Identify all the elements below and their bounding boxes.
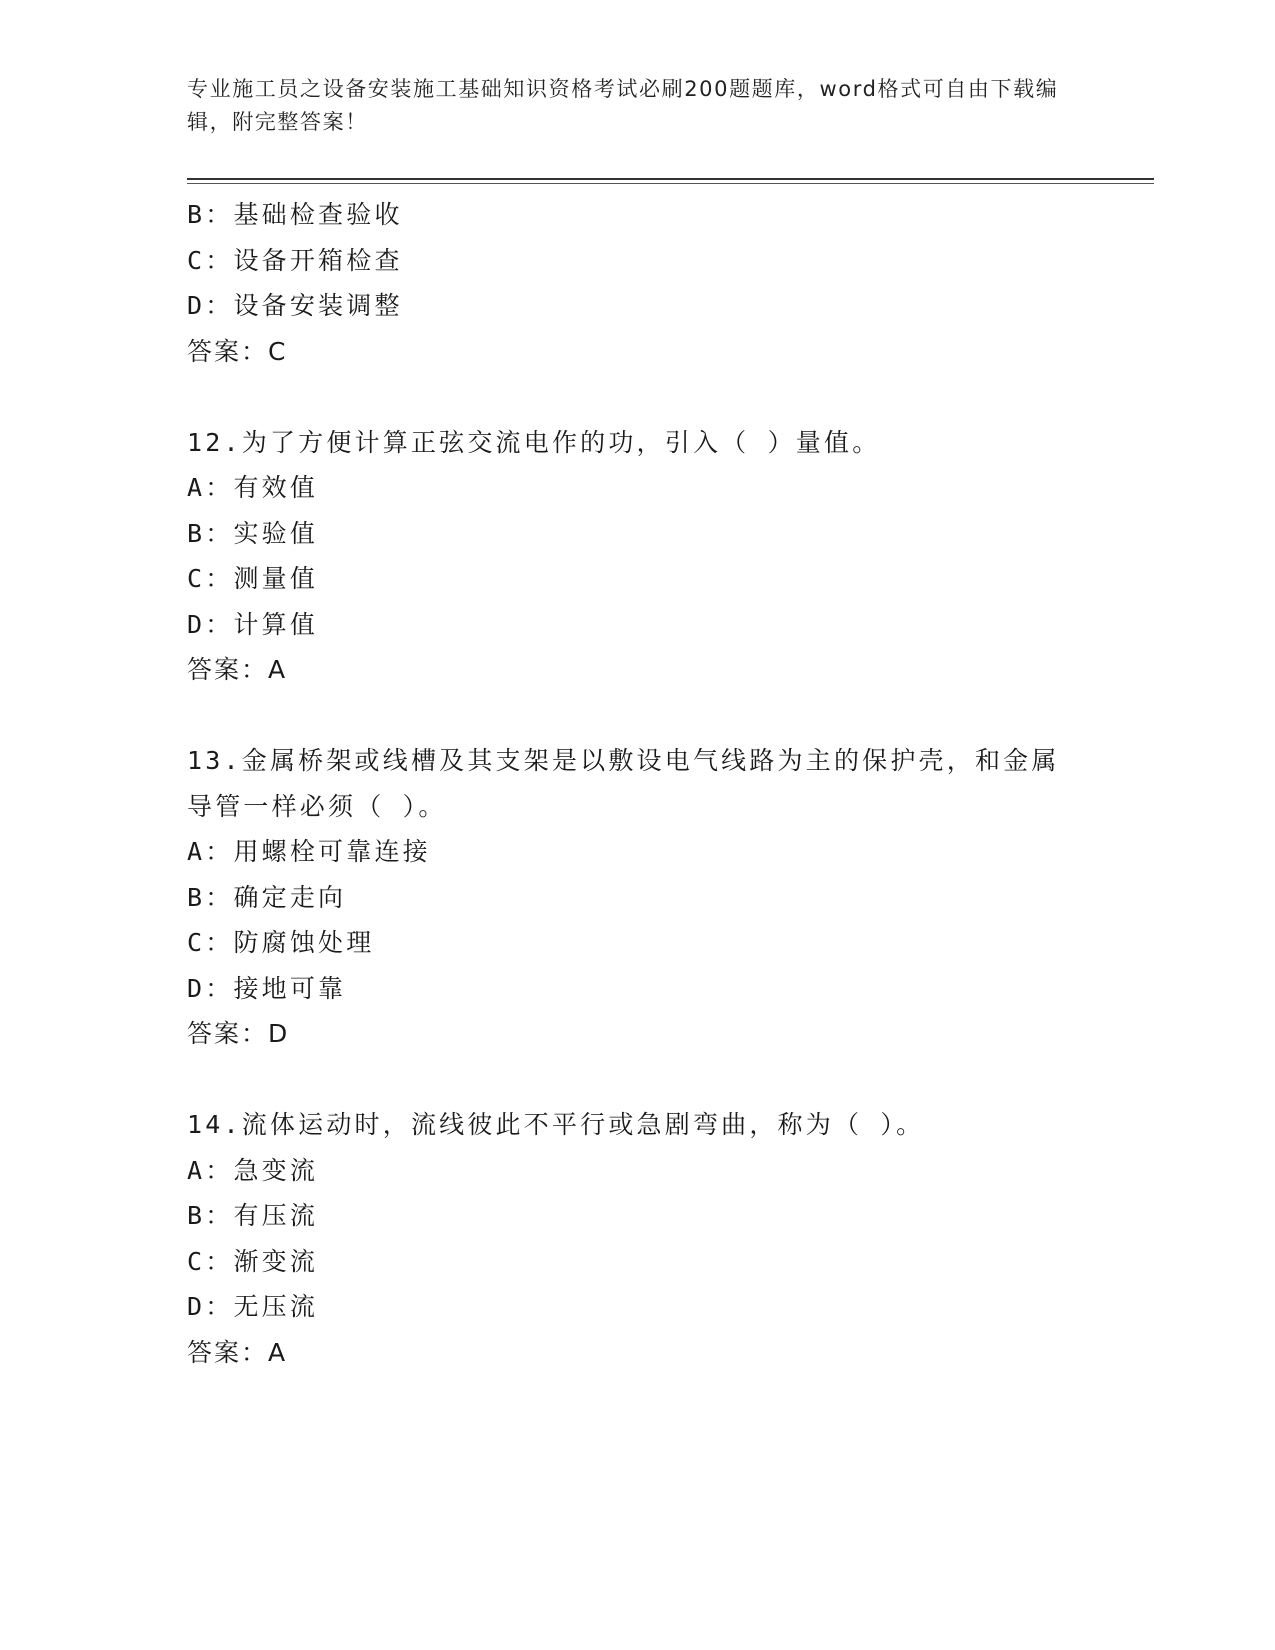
option-text: 急变流 (233, 1155, 319, 1185)
option-key: C： (187, 928, 234, 957)
question-stem: 13.金属桥架或线槽及其支架是以敷设电气线路为主的保护壳，和金属 (187, 746, 1060, 775)
option-text: 测量值 (233, 564, 319, 593)
option-b (187, 192, 1087, 238)
option-text: 防腐蚀处理 (233, 928, 375, 957)
question-continuation (187, 192, 1087, 374)
option-key: D： (187, 973, 234, 1003)
question-stem-continued: 导管一样必须（ ）。 (187, 791, 447, 821)
option-key: D： (187, 291, 234, 320)
answer-line: 答案：D (187, 1019, 290, 1048)
document-header: 专业施工员之设备安装施工基础知识资格考试必刷200题题库，word格式可自由下载编辑，附完整答案！ (187, 77, 1059, 134)
option-key: A： (187, 837, 234, 866)
option-text: 实验值 (233, 518, 319, 548)
option-text: 无压流 (233, 1292, 319, 1321)
option-c (187, 556, 1087, 602)
header-divider-thin (187, 183, 1154, 184)
answer-line: 答案：C (187, 336, 288, 366)
option-c (187, 920, 1087, 966)
option-d (187, 966, 1087, 1012)
option-key: D： (187, 1292, 234, 1321)
option-d (187, 602, 1087, 648)
spacer (187, 374, 1087, 420)
option-text: 有压流 (233, 1201, 319, 1230)
option-text: 接地可靠 (233, 973, 347, 1003)
option-key: C： (187, 1246, 234, 1276)
option-text: 确定走向 (233, 882, 347, 912)
option-key: B： (187, 200, 234, 229)
option-text: 用螺栓可靠连接 (233, 837, 431, 866)
option-key: C： (187, 564, 234, 593)
option-a (187, 829, 1087, 875)
header-divider-thick (187, 178, 1154, 180)
answer-line: 答案：A (187, 655, 288, 684)
question-13 (187, 738, 1087, 1057)
option-text: 设备开箱检查 (233, 245, 403, 275)
question-stem: 14.流体运动时，流线彼此不平行或急剧弯曲，称为（ ）。 (187, 1110, 925, 1139)
option-b (187, 1193, 1087, 1239)
option-a (187, 465, 1087, 511)
option-text: 基础检查验收 (233, 200, 403, 229)
option-key: D： (187, 609, 234, 639)
option-c (187, 1239, 1087, 1285)
question-12 (187, 420, 1087, 693)
option-d (187, 1284, 1087, 1330)
spacer (187, 693, 1087, 739)
spacer (187, 1057, 1087, 1103)
option-text: 有效值 (233, 473, 319, 502)
option-text: 计算值 (233, 609, 319, 639)
option-text: 渐变流 (233, 1246, 319, 1276)
option-key: A： (187, 473, 234, 502)
option-b (187, 511, 1087, 557)
option-text: 设备安装调整 (233, 291, 403, 320)
question-14 (187, 1102, 1087, 1375)
question-list (187, 192, 1087, 1375)
option-key: B： (187, 1201, 234, 1230)
option-key: C： (187, 245, 234, 275)
option-key: A： (187, 1155, 234, 1185)
option-key: B： (187, 518, 234, 548)
question-stem: 12.为了方便计算正弦交流电作的功，引入（ ）量值。 (187, 427, 881, 457)
answer-line: 答案：A (187, 1337, 288, 1367)
option-c (187, 238, 1087, 284)
option-a (187, 1148, 1087, 1194)
option-b (187, 875, 1087, 921)
option-key: B： (187, 882, 234, 912)
option-d (187, 283, 1087, 329)
